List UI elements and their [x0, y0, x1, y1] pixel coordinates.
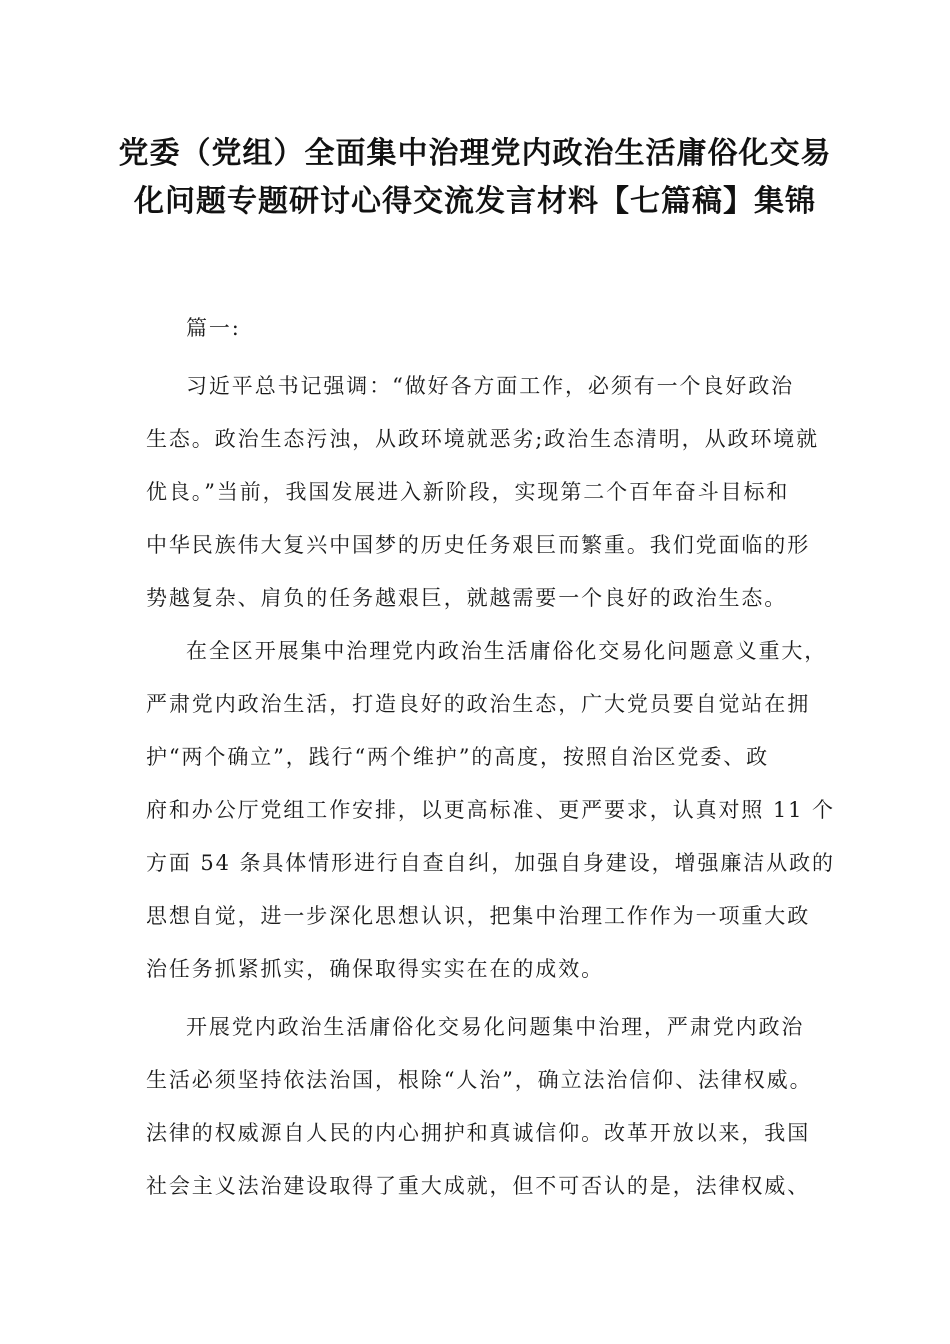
- section-heading: 篇一:: [186, 316, 241, 340]
- paragraph-line: 优良。”当前，我国发展进入新阶段，实现第二个百年奋斗目标和: [146, 480, 790, 504]
- paragraph-line: 思想自觉，进一步深化思想认识，把集中治理工作作为一项重大政: [146, 904, 811, 928]
- title-line: 化问题专题研讨心得交流发言材料【七篇稿】集锦: [134, 184, 816, 219]
- paragraph-line: 习近平总书记强调：“做好各方面工作，必须有一个良好政治: [186, 374, 795, 398]
- paragraph-line: 法律的权威源自人民的内心拥护和真诚信仰。改革开放以来，我国: [146, 1121, 811, 1145]
- paragraph-line: 严肃党内政治生活，打造良好的政治生态，广大党员要自觉站在拥: [146, 692, 811, 716]
- title-line: 党委（党组）全面集中治理党内政治生活庸俗化交易: [118, 136, 832, 171]
- paragraph-line: 生态。政治生态污浊，从政环境就恶劣;政治生态清明，从政环境就: [146, 427, 820, 451]
- paragraph-line: 治任务抓紧抓实，确保取得实实在在的成效。: [146, 957, 604, 981]
- paragraph-line: 方面 54 条具体情形进行自查自纠，加强自身建设，增强廉洁从政的: [146, 851, 835, 875]
- paragraph-line: 社会主义法治建设取得了重大成就，但不可否认的是，法律权威、: [146, 1174, 811, 1198]
- paragraph-line: 护“两个确立”，践行“两个维护”的高度，按照自治区党委、政: [146, 745, 770, 769]
- paragraph-line: 开展党内政治生活庸俗化交易化问题集中治理，严肃党内政治: [186, 1015, 805, 1039]
- paragraph-line: 在全区开展集中治理党内政治生活庸俗化交易化问题意义重大，: [186, 639, 828, 663]
- paragraph-line: 府和办公厅党组工作安排，以更高标准、更严要求，认真对照 11 个: [146, 798, 835, 822]
- document-title: [100, 130, 850, 226]
- paragraph-line: 中华民族伟大复兴中国梦的历史任务艰巨而繁重。我们党面临的形: [146, 533, 811, 557]
- paragraph-line: 生活必须坚持依法治国，根除“人治”，确立法治信仰、法律权威。: [146, 1068, 813, 1092]
- paragraph-line: 势越复杂、肩负的任务越艰巨，就越需要一个良好的政治生态。: [146, 586, 788, 610]
